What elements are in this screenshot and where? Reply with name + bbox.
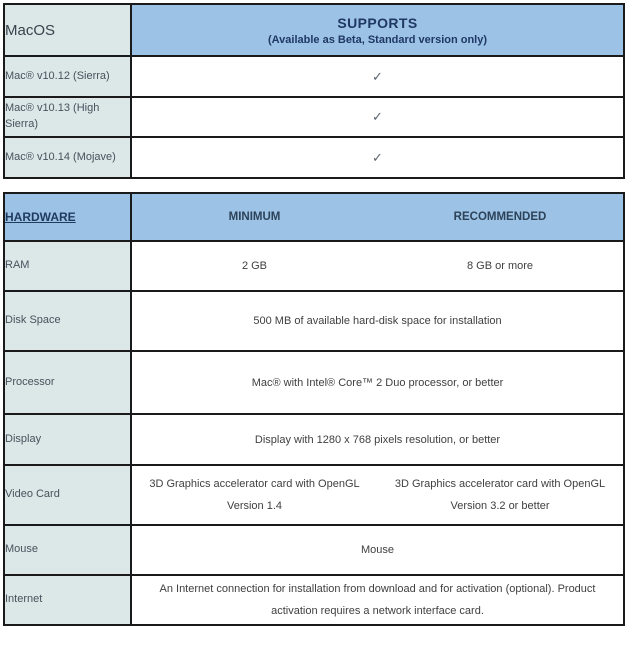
os-support-table (3, 3, 625, 179)
table-row (4, 575, 624, 625)
hardware-table (3, 192, 625, 626)
ram-recommended-value: 8 GB or more (377, 241, 624, 291)
os-row-label-high-sierra: Mac® v10.13 (High Sierra) (4, 97, 131, 137)
checkmark-icon: ✓ (131, 56, 624, 97)
hardware-table-corner-label: HARDWARE (4, 193, 131, 241)
table-row (4, 137, 624, 178)
recommended-column-header: RECOMMENDED (377, 193, 624, 241)
hw-row-label-internet: Internet (4, 575, 131, 625)
os-header-row (4, 4, 624, 56)
table-row (4, 525, 624, 575)
video-card-minimum-value: 3D Graphics accelerator card with OpenGL Version 1.4 (131, 465, 377, 525)
internet-value: An Internet connection for installation from download and for activation (optional). Product activation requires a network interface card. (131, 575, 624, 625)
hw-row-label-processor: Processor (4, 351, 131, 414)
table-row (4, 465, 624, 525)
table-row (4, 291, 624, 351)
disk-space-value: 500 MB of available hard-disk space for installation (131, 291, 624, 351)
checkmark-icon: ✓ (131, 137, 624, 178)
table-row (4, 241, 624, 291)
ram-minimum-value: 2 GB (131, 241, 377, 291)
minimum-column-header: MINIMUM (131, 193, 377, 241)
os-row-label-mojave: Mac® v10.14 (Mojave) (4, 137, 131, 178)
hw-row-label-ram: RAM (4, 241, 131, 291)
supports-title: SUPPORTS (337, 14, 418, 31)
os-table-corner-label: MacOS (4, 4, 131, 56)
supports-header-cell (131, 4, 624, 56)
checkmark-icon: ✓ (131, 97, 624, 137)
table-row (4, 56, 624, 97)
hw-row-label-mouse: Mouse (4, 525, 131, 575)
video-card-recommended-value: 3D Graphics accelerator card with OpenGL Version 3.2 or better (377, 465, 624, 525)
table-gap (3, 179, 623, 192)
table-row (4, 414, 624, 465)
hw-row-label-video-card: Video Card (4, 465, 131, 525)
mouse-value: Mouse (131, 525, 624, 575)
display-value: Display with 1280 x 768 pixels resolution, or better (131, 414, 624, 465)
supports-subtitle: (Available as Beta, Standard version only) (267, 33, 488, 46)
hardware-header-row (4, 193, 624, 241)
hw-row-label-display: Display (4, 414, 131, 465)
processor-value: Mac® with Intel® Core™ 2 Duo processor, or better (131, 351, 624, 414)
table-row (4, 97, 624, 137)
table-row (4, 351, 624, 414)
hw-row-label-disk-space: Disk Space (4, 291, 131, 351)
os-row-label-sierra: Mac® v10.12 (Sierra) (4, 56, 131, 97)
